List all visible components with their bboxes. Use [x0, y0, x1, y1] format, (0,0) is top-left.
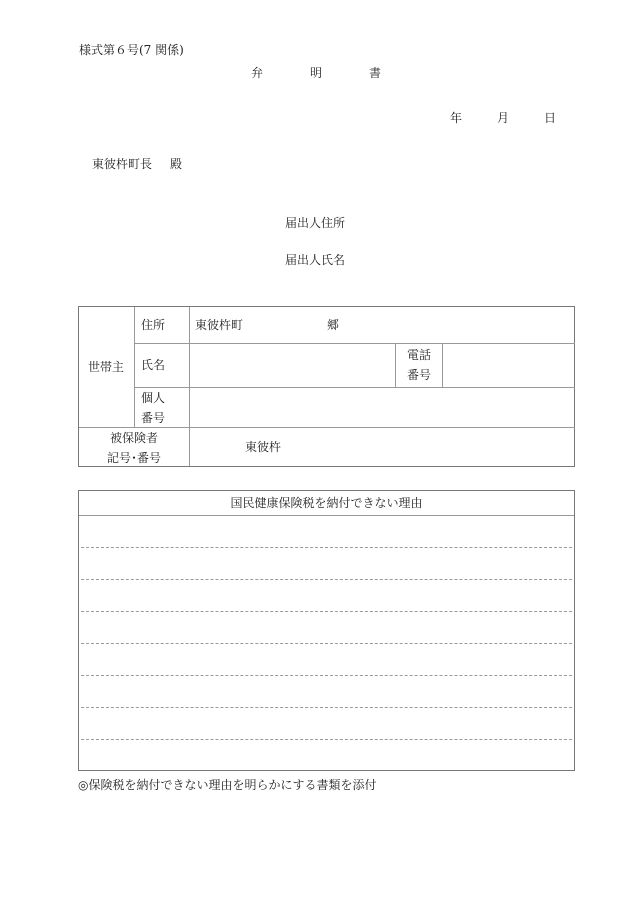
divider: [134, 343, 575, 344]
title-char-3: 書: [369, 66, 382, 80]
reason-line[interactable]: [81, 611, 572, 612]
household-table: [78, 306, 575, 467]
divider: [442, 343, 443, 387]
reason-line[interactable]: [81, 547, 572, 548]
reason-line[interactable]: [81, 739, 572, 740]
day-label: 日: [544, 111, 557, 125]
form-number: 様式第６号(7 関係): [79, 43, 184, 57]
title-char-1: 弁: [251, 66, 264, 80]
divider: [395, 343, 396, 387]
addressee-name: 東彼杵町長: [92, 157, 153, 171]
date-field[interactable]: [450, 109, 556, 126]
reason-line[interactable]: [81, 675, 572, 676]
address-prefix: 東彼杵町: [195, 318, 244, 332]
divider: [134, 387, 575, 388]
personal-number-line1: 個人: [141, 391, 166, 405]
address-field[interactable]: [195, 315, 565, 335]
addressee-honorific: 殿: [170, 157, 183, 171]
document-title: [251, 64, 381, 81]
name-label: 氏名: [141, 358, 166, 372]
applicant-name-label: 届出人氏名: [285, 253, 346, 267]
title-char-2: 明: [310, 66, 323, 80]
year-label: 年: [450, 111, 463, 125]
month-label: 月: [497, 111, 510, 125]
divider: [134, 307, 135, 427]
personal-number-label: [141, 388, 165, 428]
householder-label: 世帯主: [88, 360, 125, 374]
insured-label-line1: 被保険者: [109, 431, 158, 445]
insured-label: [79, 428, 189, 468]
insured-label-line2: 記号･番号: [106, 451, 161, 465]
reason-line[interactable]: [81, 707, 572, 708]
attachment-note: ◎保険税を納付できない理由を明らかにする書類を添付: [78, 778, 377, 792]
personal-number-field[interactable]: [195, 391, 569, 423]
addressee: [92, 155, 182, 172]
reason-line[interactable]: [81, 579, 572, 580]
address-suffix: 郷: [327, 318, 340, 332]
phone-label-line1: 電話: [407, 348, 432, 362]
reason-box: [78, 490, 575, 771]
phone-field[interactable]: [447, 347, 569, 383]
insured-number-prefix: 東彼杵: [245, 440, 282, 454]
address-label: 住所: [141, 318, 166, 332]
applicant-address-label: 届出人住所: [285, 216, 346, 230]
reason-heading: 国民健康保険税を納付できない理由: [79, 491, 574, 516]
phone-label: [407, 345, 431, 385]
insured-number-field[interactable]: [195, 431, 569, 463]
reason-line[interactable]: [81, 643, 572, 644]
personal-number-line2: 番号: [141, 411, 166, 425]
phone-label-line2: 番号: [407, 368, 432, 382]
name-field[interactable]: [195, 347, 390, 383]
